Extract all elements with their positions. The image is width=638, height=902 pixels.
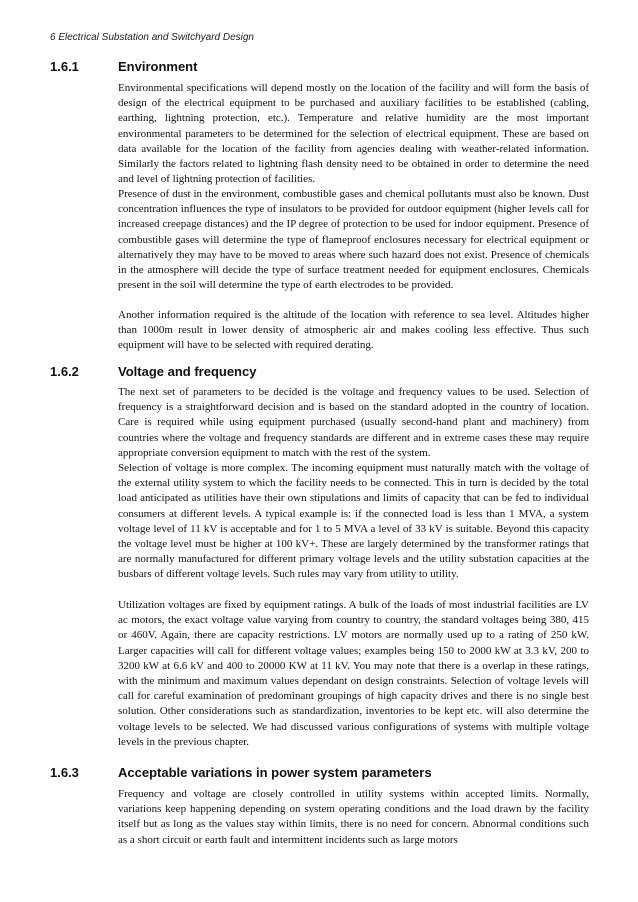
paragraph: The next set of parameters to be decided is the voltage and frequency values to be used. Selection of frequency is a straightforward decision and is based on the standard adopted in the country of location. Care is required while using equipment purchased (usually second-hand plant and machinery) from countries where the voltage and frequency standards are different and in extreme cases these may require appropriate conversion equipment to match with the rest of the system. — [118, 386, 589, 459]
section-title: Acceptable variations in power system parameters — [118, 765, 432, 780]
running-header: 6 Electrical Substation and Switchyard Design — [50, 32, 254, 43]
section-number: 1.6.2 — [50, 364, 79, 379]
section-title: Environment — [118, 59, 198, 74]
section-number: 1.6.1 — [50, 59, 79, 74]
paragraph: Environmental specifications will depend mostly on the location of the facility and will form the basis of design of the electrical equipment to be purchased and auxiliary facilities to be established (cabling, earthing, lightning protection, etc.). Temperature and relative humidity are the most important environmental parameters to be determined for the selection of electrical equipment. These are based on data available for the location of the facility from agencies dealing with weather-related information. Similarly the factors related to lightning flash density need to be obtained in order to determine the need and level of lightning protection of facilities. — [118, 82, 589, 186]
paragraph: Frequency and voltage are closely controlled in utility systems within accepted limits. Normally, variations keep happening depending on system operating conditions and the load drawn by the facility itself but as long as the values stay within limits, there is no need for concern. Abnormal conditions such as a short circuit or earth fault and intermittent incidents such as large motors — [118, 788, 589, 846]
paragraph: Utilization voltages are fixed by equipment ratings. A bulk of the loads of most industrial facilities are LV ac motors, the exact voltage value varying from country to country, the standard voltages being 380, 415 or 460V. Again, there are capacity restrictions. LV motors are normally used up to a rating of 250 kW. Larger capacities will call for different voltage values; examples being 150 to 2000 kW at 3.3 kV, 200 to 3200 kW at 6.6 kV and 400 to 20000 KW at 11 kV. You may note that there is a overlap in these ratings, with the minimum and maximum values dependant on design constraints. Selection of voltage levels will call for careful examination of predominant groupings of high capacity drives and there is no single best solution. Other considerations such as standardization, inventories to be kept etc. will also determine the voltage levels to be selected. We had discussed various configurations of systems with multiple voltage levels in the previous chapter. — [118, 599, 589, 748]
paragraph: Selection of voltage is more complex. The incoming equipment must naturally match with the voltage of the external utility system to which the facility needs to be connected. This in turn is decided by the total load anticipated as utilities have their own stipulations and limits of capacity that can be fed to individual consumers at different levels. A typical example is: if the connected load is less than 1 MVA, a system voltage level of 11 kV is acceptable and for 1 to 5 MVA a level of 33 kV is suitable. Beyond this capacity the voltage level must be higher at 100 kV+. These are largely determined by the transformer ratings that are normally manufactured for different primary voltage levels and the utility substation capacities at the busbars of different voltage levels. Such rules may vary from utility to utility. — [118, 462, 589, 581]
paragraph: Presence of dust in the environment, combustible gases and chemical pollutants must also be known. Dust concentration influences the type of insulators to be provided for outdoor equipment (higher levels call for increased creepage distances) and the IP degree of protection to be used for indoor equipment. Presence of combustible gases will determine the type of flameproof enclosures necessary for electrical equipment or alternatively they may have to be moved to areas where such hazard does not exist. Presence of chemicals in the atmosphere will decide the type of surface treatment needed for equipment enclosures. Chemicals present in the soil will determine the type of earth electrodes to be provided. — [118, 188, 589, 292]
section-number: 1.6.3 — [50, 765, 79, 780]
section-title: Voltage and frequency — [118, 364, 257, 379]
paragraph: Another information required is the altitude of the location with reference to sea level. Altitudes higher than 1000m result in lower density of atmospheric air and makes cooling less effective. Thus such equipment will have to be selected with required derating. — [118, 309, 589, 352]
